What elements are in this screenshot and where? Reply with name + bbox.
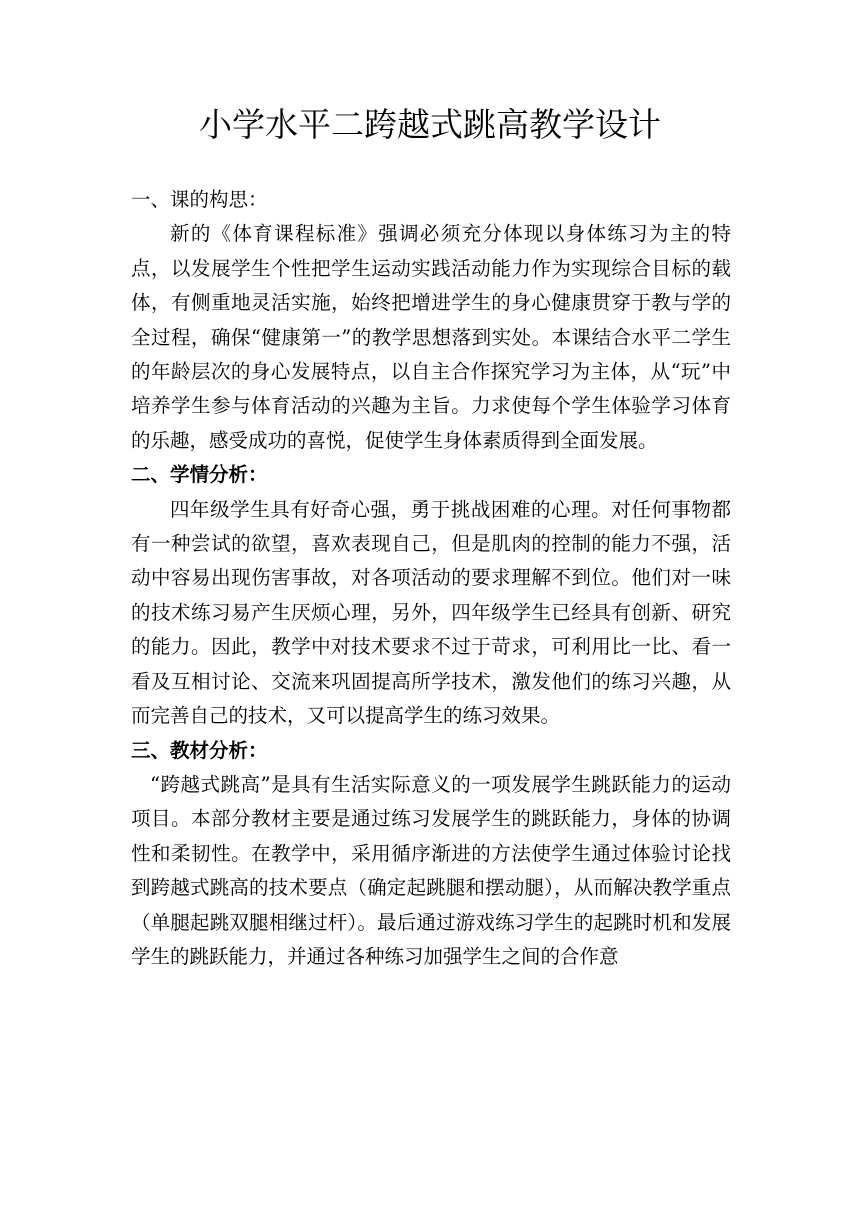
section-heading-material-analysis: 三、教材分析： bbox=[131, 738, 268, 762]
document-title: 小学水平二跨越式跳高教学设计 bbox=[199, 105, 661, 144]
section-material-analysis bbox=[131, 734, 731, 975]
section-paragraph-student-analysis: 四年级学生具有好奇心强，勇于挑战困难的心理。对任何事物都有一种尝试的欲望，喜欢表现自己，但是肌肉的控制的能力不强，活动中容易出现伤害事故，对各项活动的要求理解不到位。他们对一味的技术练习易产生厌烦心理，另外，四年级学生已经具有创新、研究的能力。因此，教学中对技术要求不过于苛求，可利用比一比、看一看及互相讨论、交流来巩固提高所学技术，激发他们的练习兴趣，从而完善自己的技术，又可以提高学生的练习效果。 bbox=[131, 497, 731, 728]
section-paragraph-material-analysis: “跨越式跳高”是具有生活实际意义的一项发展学生跳跃能力的运动项目。本部分教材主要是通过练习发展学生的跳跃能力，身体的协调性和柔韧性。在教学中，采用循序渐进的方法使学生通过体验讨论找到跨越式跳高的技术要点（确定起跳腿和摆动腿），从而解决教学重点（单腿起跳双腿相继过杆）。最后通过游戏练习学生的起跳时机和发展学生的跳跃能力，并通过各种练习加强学生之间的合作意 bbox=[131, 772, 731, 968]
section-student-analysis bbox=[131, 458, 731, 733]
section-heading-student-analysis: 二、学情分析： bbox=[131, 463, 268, 487]
document-body bbox=[131, 183, 731, 974]
section-heading-concept: 一、课的构思： bbox=[131, 188, 268, 211]
section-paragraph-concept: 新的《体育课程标准》强调必须充分体现以身体练习为主的特点，以发展学生个性把学生运动实践活动能力作为实现综合目标的载体，有侧重地灵活实施，始终把增进学生的身心健康贯穿于教与学的全过程，确保“健康第一”的教学思想落到实处。本课结合水平二学生的年龄层次的身心发展特点，以自主合作探究学习为主体，从“玩”中培养学生参与体育活动的兴趣为主旨。力求使每个学生体验学习体育的乐趣，感受成功的喜悦，促使学生身体素质得到全面发展。 bbox=[131, 222, 731, 452]
section-concept bbox=[131, 183, 731, 458]
